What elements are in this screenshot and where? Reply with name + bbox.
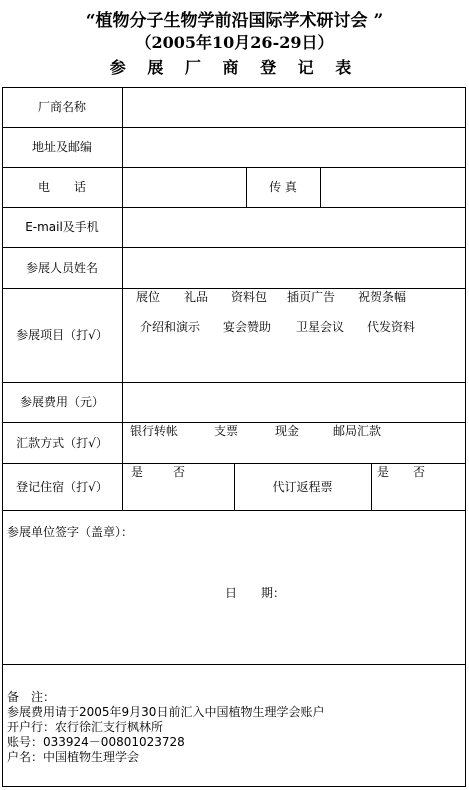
row-divider <box>2 247 466 248</box>
item-booth: 展位 <box>136 290 161 304</box>
notes-heading: 备 注： <box>7 690 56 704</box>
date-label: 日 期： <box>225 586 286 600</box>
row-divider <box>2 664 466 665</box>
form-title: “植物分子生物学前沿国际学术研讨会 ” <box>85 11 384 31</box>
row-divider <box>2 288 466 289</box>
fee-label: 参展费用（元） <box>19 395 104 409</box>
item-material-pack: 资料包 <box>231 290 268 304</box>
booking-yes: 是 <box>377 465 390 479</box>
address-label: 地址及邮编 <box>31 140 92 154</box>
column-divider <box>320 167 321 207</box>
column-divider <box>371 463 372 510</box>
item-gift: 礼品 <box>184 290 209 304</box>
payment-label: 汇款方式（打√） <box>16 436 108 450</box>
notes-line: 参展费用请于2005年9月30日前汇入中国植物生理学会账户 <box>7 705 325 719</box>
payment-cash: 现金 <box>275 424 300 438</box>
row-divider <box>2 382 466 383</box>
lodging-yes: 是 <box>131 465 144 479</box>
company-name-label: 厂商名称 <box>37 100 86 114</box>
booking-no: 否 <box>413 465 426 479</box>
column-divider <box>122 87 123 510</box>
lodging-no: 否 <box>173 465 186 479</box>
payment-check: 支票 <box>214 424 239 438</box>
booking-label: 代订返程票 <box>272 480 333 494</box>
row-divider <box>2 167 466 168</box>
row-divider <box>2 207 466 208</box>
notes-line: 户名：中国植物生理学会 <box>7 750 140 764</box>
notes-line: 开户行：农行徐汇支行枫林所 <box>7 720 164 734</box>
form-subtitle: 参 展 厂 商 登 记 表 <box>109 58 360 77</box>
row-divider <box>2 422 466 423</box>
form-date-range: （2005年10月26-29日） <box>135 33 334 52</box>
payment-bank: 银行转帐 <box>130 424 179 438</box>
items-label: 参展项目（打√） <box>16 328 108 342</box>
item-banquet: 宴会赞助 <box>223 320 272 334</box>
notes-line: 账号：033924－00801023728 <box>7 735 185 749</box>
phone-label: 电 话 <box>37 180 86 194</box>
fax-label: 传 真 <box>269 180 297 194</box>
item-insert-ad: 插页广告 <box>287 290 336 304</box>
signature-label: 参展单位签字（盖章）： <box>7 525 134 539</box>
email-label: E-mail及手机 <box>25 220 99 234</box>
item-distribution: 代发资料 <box>367 320 416 334</box>
lodging-label: 登记住宿（打√） <box>16 480 108 494</box>
item-banner: 祝贺条幅 <box>358 290 407 304</box>
attendees-label: 参展人员姓名 <box>25 261 98 275</box>
row-divider <box>2 510 466 511</box>
item-presentation: 介绍和演示 <box>140 320 201 334</box>
payment-postal: 邮局汇款 <box>333 424 382 438</box>
row-divider <box>2 127 466 128</box>
item-satellite: 卫星会议 <box>296 320 345 334</box>
